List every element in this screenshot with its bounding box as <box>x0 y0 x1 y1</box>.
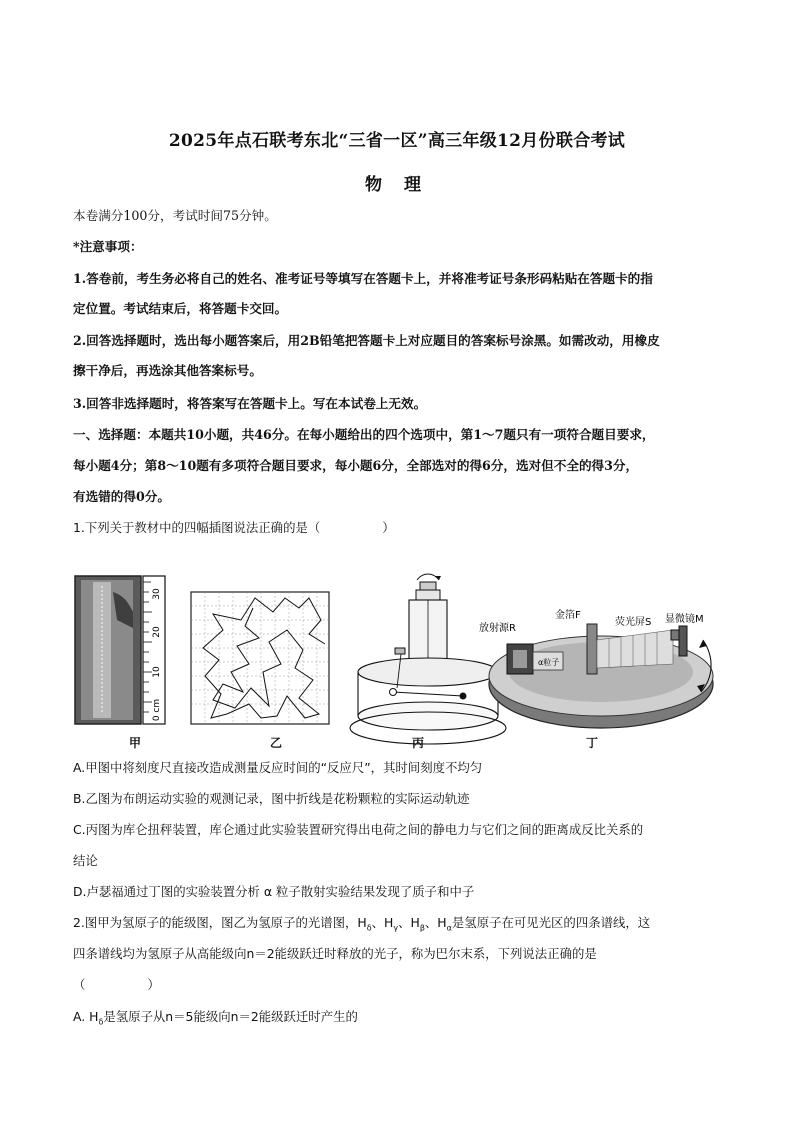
q2-stem-line-2: 四条谱线均为氢原子从高能级向n＝2能级跃迁时释放的光子，称为巴尔末系，下列说法正确的是 <box>73 946 597 961</box>
caption-ding: 丁 <box>586 736 599 750</box>
q1-option-b: B.乙图为布朗运动实验的观测记录，图中折线是花粉颗粒的实际运动轨迹 <box>73 791 470 806</box>
sub-beta: β <box>419 923 425 933</box>
ruler-tick-0cm: 0 cm <box>152 698 162 722</box>
note-2-line-2: 擦干净后，再选涂其他答案标号。 <box>73 363 262 378</box>
figure-bing-torsion-balance <box>350 574 506 744</box>
caption-yi: 乙 <box>270 736 283 750</box>
label-source: 放射源R <box>479 623 516 634</box>
q2-option-a-pre: A. H <box>73 1009 99 1024</box>
subject-title: 物 理 <box>365 175 429 195</box>
notes-heading: *注意事项： <box>73 239 143 254</box>
ruler-tick-30: 30 <box>152 588 162 600</box>
q1-option-c-line-2: 结论 <box>73 853 98 868</box>
label-gold-foil: 金箔F <box>555 610 581 621</box>
sub-alpha: α <box>446 923 452 933</box>
q2-option-a <box>73 1008 723 1031</box>
note-3: 3.回答非选择题时，将答案写在答题卡上。写在本试卷上无效。 <box>73 396 427 411</box>
q1-option-d: D.卢瑟福通过丁图的实验装置分析 α 粒子散射实验结果发现了质子和中子 <box>73 884 475 899</box>
q2-stem-text-1: 2.图甲为氢原子的能级图，图乙为氢原子的光谱图，H <box>73 915 367 930</box>
q2-sep-1: 、H <box>371 915 394 930</box>
label-screen: 荧光屏S <box>615 617 652 628</box>
q2-stem-line-1 <box>73 914 723 937</box>
q1-figures <box>73 568 723 754</box>
caption-bing: 丙 <box>412 736 425 750</box>
exam-title: 2025年点石联考东北“三省一区”高三年级12月份联合考试 <box>168 131 626 151</box>
sub-delta: δ <box>366 923 372 933</box>
q2-option-a-text: 是氢原子从n＝5能级向n＝2能级跃迁时产生的 <box>103 1009 358 1024</box>
score-time-text: 本卷满分100分，考试时间75分钟。 <box>73 208 277 223</box>
q2-sep-2: 、H <box>398 915 420 930</box>
figure-ding-scattering-apparatus <box>479 608 713 728</box>
q1-stem: 1.下列关于教材中的四幅插图说法正确的是（ ） <box>73 520 395 535</box>
figure-yi-brownian-grid <box>191 592 329 724</box>
note-1-line-2: 定位置。考试结束后，将答题卡交回。 <box>73 301 288 316</box>
q2-sep-3: 、H <box>424 915 447 930</box>
note-1-line-1: 1.答卷前，考生务必将自己的姓名、准考证号等填写在答题卡上，并将准考证号条形码粘贴在答题卡的指 <box>73 271 653 286</box>
caption-jia: 甲 <box>129 736 142 750</box>
figure-jia-ruler-photo <box>75 576 165 724</box>
ruler-tick-10: 10 <box>152 666 162 678</box>
sub-gamma: γ <box>393 923 399 933</box>
q1-option-c-line-1: C.丙图为库仑扭秤装置，库仑通过此实验装置研究得出电荷之间的静电力与它们之间的距离成反比关系的 <box>73 822 644 837</box>
q2-option-a-sub: δ <box>98 1017 104 1027</box>
label-microscope: 显微镜M <box>665 614 704 625</box>
section-1-line-2: 每小题4分；第8～10题有多项符合题目要求，每小题6分，全部选对的得6分，选对但不全的得3分， <box>73 458 639 473</box>
section-1-line-1: 一、选择题：本题共10小题，共46分。在每小题给出的四个选项中，第1～7题只有一项符合题目要求， <box>73 427 655 442</box>
q2-stem-text-2: 是氢原子在可见光区的四条谱线，这 <box>451 915 651 930</box>
ruler-tick-20: 20 <box>152 626 162 638</box>
q1-option-a: A.甲图中将刻度尺直接改造成测量反应时间的“反应尺”，其时间刻度不均匀 <box>73 760 483 775</box>
q2-stem-line-3: （ ） <box>73 977 160 992</box>
note-2-line-1: 2.回答选择题时，选出每小题答案后，用2B铅笔把答题卡上对应题目的答案标号涂黑。如需改动，用橡皮 <box>73 333 660 348</box>
section-1-line-3: 有选错的得0分。 <box>73 489 170 504</box>
label-alpha: α粒子 <box>538 658 560 667</box>
